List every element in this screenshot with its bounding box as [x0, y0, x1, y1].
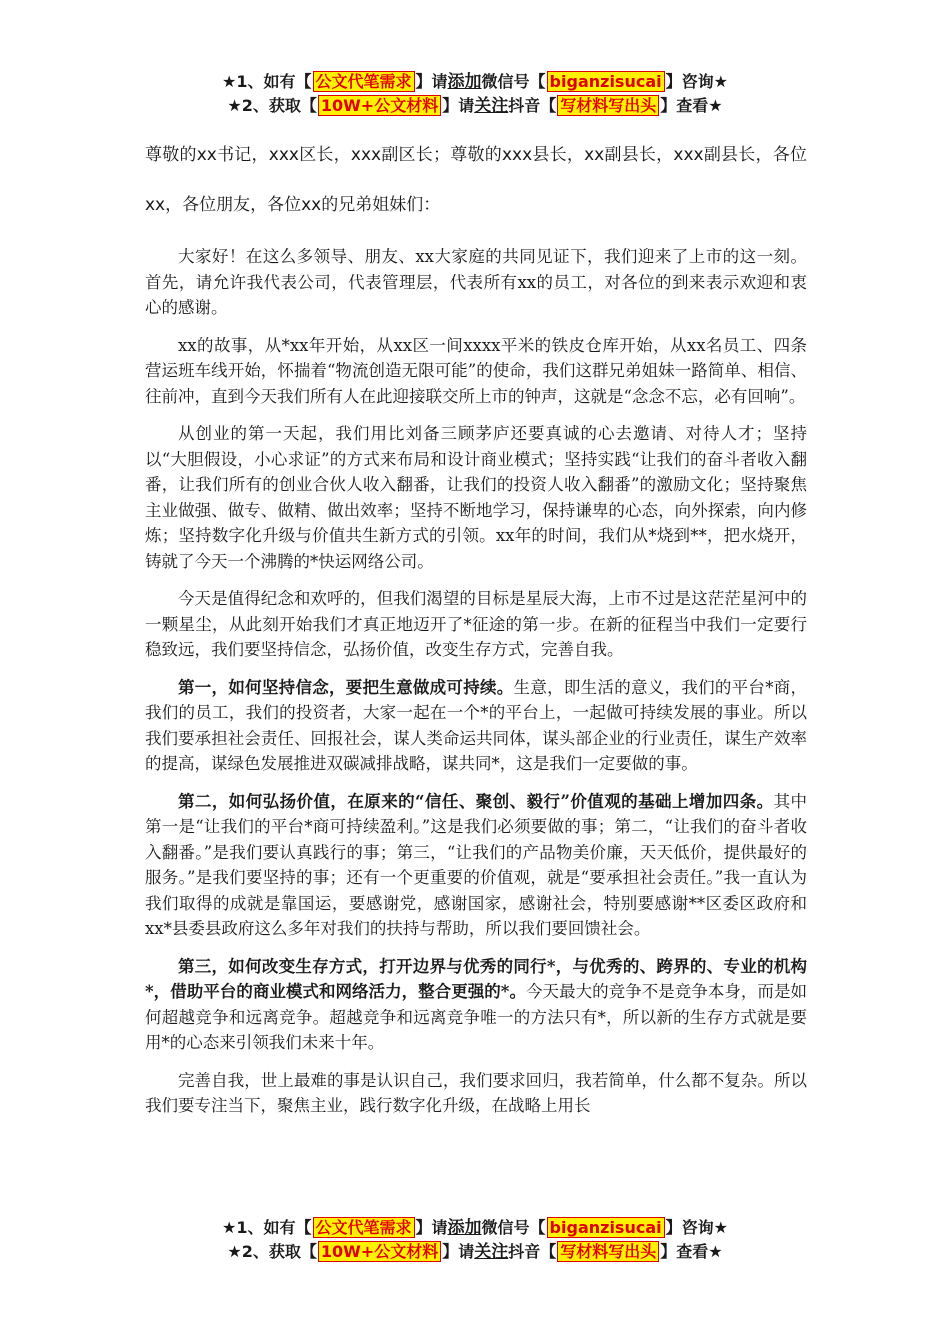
- banner-text: ★1、如有【: [222, 72, 312, 91]
- banner-text: 】咨询★: [665, 1218, 728, 1237]
- bottom-promo-banner: [0, 1216, 950, 1264]
- banner-emphasis: 关注: [474, 1242, 509, 1262]
- salutation: 尊敬的xx书记，xxx区长，xxx副区长；尊敬的xxx县长，xx副县长，xxx副县长，各位xx，各位朋友，各位xx的兄弟姐妹们：: [145, 145, 807, 215]
- banner-text: ★1、如有【: [222, 1218, 312, 1237]
- banner-line-1: [0, 70, 950, 94]
- document-body: [145, 130, 807, 1119]
- highlight-wechat-id: biganzisucai: [547, 1217, 665, 1238]
- banner-text: 抖音【: [508, 1242, 557, 1261]
- paragraph-point-three: [145, 954, 807, 1056]
- paragraph-goal: 今天是值得纪念和欢呼的，但我们渴望的目标是星辰大海，上市不过是这茫茫星河中的一颗星尘，从此刻开始我们才真正地迈开了*征途的第一步。在新的征程当中我们一定要行稳致远，我们要坚持信念，弘扬价值，改变生存方式，完善自我。: [145, 589, 807, 659]
- highlight-service: 公文代笔需求: [313, 71, 415, 92]
- banner-text: 】请: [442, 96, 475, 115]
- point-three-heading: 第三，如何改变生存方式，打开边界与优秀的同行*，与优秀的、跨界的、专业的机构*，借助平台的商业模式和网络活力，整合更强的*。: [145, 956, 807, 1001]
- banner-text: 】查看★: [660, 96, 723, 115]
- banner-emphasis: 关注: [474, 96, 509, 116]
- banner-text: 微信号【: [481, 1218, 546, 1237]
- point-two-text: 其中第一是“让我们的平台*商可持续盈利。”这是我们必须要做的事；第二，“让我们的奋斗者收入翻番。”是我们要认真践行的事；第三，“让我们的产品物美价廉，天天低价，提供最好的服务。”是我们要坚持的事；还有一个更重要的价值观，就是“要承担社会责任。”我一直认为我们取得的成就是靠国运，要感谢党，感谢国家，感谢社会，特别要感谢**区委区政府和xx*县委县政府这么多年对我们的扶持与帮助，所以我们要回馈社会。: [145, 791, 808, 938]
- point-three-text: 今天最大的竞争不是竞争本身，而是如何超越竞争和远离竞争。超越竞争和远离竞争唯一的方法只有*，所以新的生存方式就是要用*的心态来引领我们未来十年。: [145, 982, 807, 1052]
- banner-emphasis: 添加: [447, 72, 482, 92]
- highlight-wechat-id: biganzisucai: [547, 71, 665, 92]
- paragraph-point-two: [145, 789, 807, 942]
- banner-line-2: [0, 94, 950, 118]
- banner-emphasis: 添加: [447, 1218, 482, 1238]
- banner-text: 】请: [415, 1218, 448, 1237]
- highlight-service: 公文代笔需求: [313, 1217, 415, 1238]
- banner-text: 】咨询★: [665, 72, 728, 91]
- highlight-douyin-id: 写材料写出头: [557, 1241, 659, 1262]
- banner-text: 】请: [415, 72, 448, 91]
- banner-text: 微信号【: [481, 72, 546, 91]
- point-two-heading: 第二，如何弘扬价值，在原来的“信任、聚创、毅行”价值观的基础上增加四条。: [178, 791, 774, 811]
- paragraph-founding: 从创业的第一天起，我们用比刘备三顾茅庐还要真诚的心去邀请、对待人才；坚持以“大胆假设，小心求证”的方式来布局和设计商业模式；坚持实践“让我们的奋斗者收入翻番，让我们所有的创业合伙人收入翻番，让我们的投资人收入翻番”的激励文化；坚持聚焦主业做强、做专、做精、做出效率；坚持不断地学习，保持谦卑的心态，向外探索，向内修炼；坚持数字化升级与价值共生新方式的引领。xx年的时间，我们从*烧到**，把水烧开，铸就了今天一个沸腾的*快运网络公司。: [145, 424, 807, 571]
- banner-text: 抖音【: [508, 96, 557, 115]
- banner-text: ★2、获取【: [227, 96, 317, 115]
- highlight-douyin-id: 写材料写出头: [557, 95, 659, 116]
- point-one-heading: 第一，如何坚持信念，要把生意做成可持续。: [178, 677, 514, 697]
- highlight-materials: 10W+公文材料: [318, 1241, 441, 1262]
- paragraph-point-one: [145, 675, 807, 777]
- banner-text: 】请: [442, 1242, 475, 1261]
- point-one-text: 生意，即生活的意义，我们的平台*商，我们的员工，我们的投资者，大家一起在一个*的平台上，一起做可持续发展的事业。所以我们要承担社会责任、回报社会，谋人类命运共同体，谋头部企业的行业责任，谋生产效率的提高，谋绿色发展推进双碳减排战略，谋共同*，这是我们一定要做的事。: [145, 677, 808, 773]
- top-promo-banner: [0, 70, 950, 118]
- paragraph-story: xx的故事，从*xx年开始，从xx区一间xxxx平米的铁皮仓库开始，从xx名员工、四条营运班车线开始，怀揣着“物流创造无限可能”的使命，我们这群兄弟姐妹一路简单、相信、往前冲，直到今天我们所有人在此迎接联交所上市的钟声，这就是“念念不忘，必有回响”。: [145, 335, 807, 406]
- banner-text: ★2、获取【: [227, 1242, 317, 1261]
- paragraph-self-improvement: 完善自我，世上最难的事是认识自己，我们要求回归，我若简单，什么都不复杂。所以我们要专注当下，聚焦主业，践行数字化升级，在战略上用长: [145, 1070, 807, 1115]
- banner-line-2: [0, 1240, 950, 1264]
- banner-line-1: [0, 1216, 950, 1240]
- banner-text: 】查看★: [660, 1242, 723, 1261]
- paragraph-greeting: 大家好！在这么多领导、朋友、xx大家庭的共同见证下，我们迎来了上市的这一刻。首先，请允许我代表公司，代表管理层，代表所有xx的员工，对各位的到来表示欢迎和衷心的感谢。: [145, 247, 807, 317]
- highlight-materials: 10W+公文材料: [318, 95, 441, 116]
